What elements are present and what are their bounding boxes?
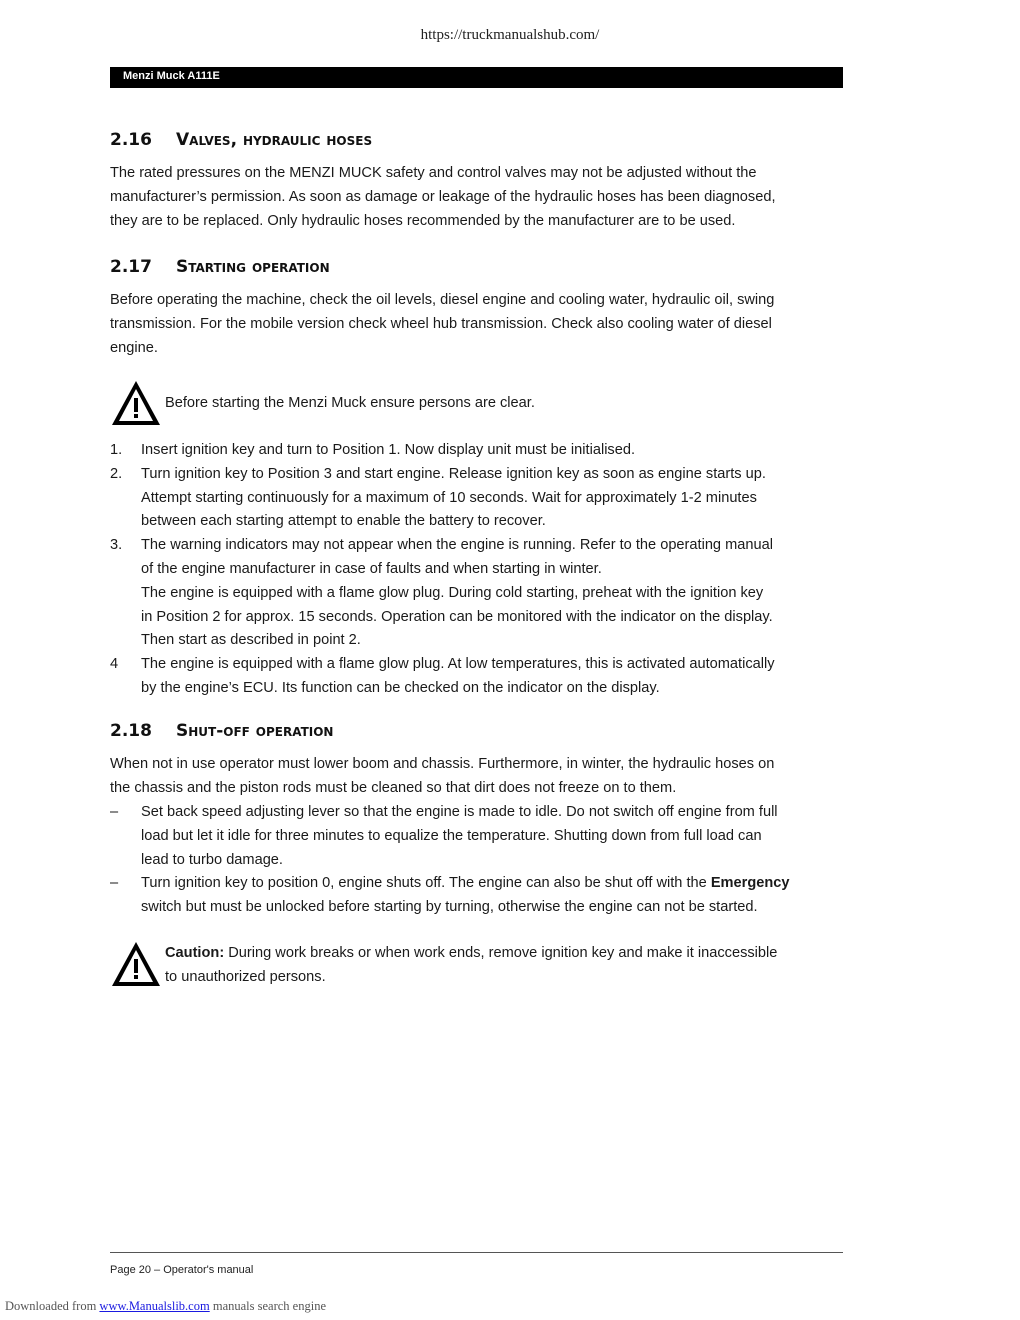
shutoff-bullets-list [110, 801, 845, 920]
list-item: – Set back speed adjusting lever so that the engine is made to idle. Do not switch off engine from full load but let it idle for three minutes to equalize the temperature. Shutting down from full load can lead to turbo damage. [110, 804, 778, 868]
section-title: Starting operation [176, 257, 330, 277]
manualslib-link[interactable]: www.Manualslib.com [99, 1299, 210, 1313]
list-item: 2. Turn ignition key to Position 3 and start engine. Release ignition key as soon as engine starts up. Attempt starting continuously for a maximum of 10 seconds. Wait for approximately 1-2 minutes between each starting attempt to enable the battery to recover. [110, 465, 766, 530]
page-footer: Page 20 – Operator's manual [110, 1264, 254, 1276]
section-heading-2-18 [110, 721, 333, 741]
list-item: – Turn ignition key to position 0, engine shuts off. The engine can also be shut off with the Emergency switch but must be unlocked before starting by turning, otherwise the engine can not be started. [110, 875, 790, 916]
section-number: 2.18 [110, 721, 152, 741]
list-item: 4 The engine is equipped with a flame glow plug. At low temperatures, this is activated automatically by the engine’s ECU. Its function can be checked on the indicator on the display. [110, 656, 775, 696]
section-heading-2-17 [110, 257, 330, 277]
section-title: Valves, hydraulic hoses [176, 130, 373, 150]
caution-label: Caution: [165, 945, 225, 961]
caution-triangle-icon [110, 940, 162, 988]
header-bar [110, 67, 843, 88]
source-url: https://truckmanualshub.com/ [420, 27, 600, 43]
section-2-16-paragraph: The rated pressures on the MENZI MUCK safety and control valves may not be adjusted without the manufacturer’s permission. As soon as damage or leakage of the hydraulic hoses has been diagnosed, they are to be replaced. Only hydraulic hoses recommended by the manufacturer are to be used. [110, 165, 776, 229]
emergency-switch-label: Emergency [710, 875, 790, 892]
section-title: Shut-off operation [176, 721, 334, 741]
starting-steps-list [110, 439, 845, 701]
warning-text: Before starting the Menzi Muck ensure persons are clear. [165, 395, 535, 411]
section-2-17-paragraph: Before operating the machine, check the oil levels, diesel engine and cooling water, hydraulic oil, swing transmission. For the mobile version check wheel hub transmission. Check also cooling water of diesel engine. [110, 292, 775, 356]
section-2-18-paragraph: When not in use operator must lower boom and chassis. Furthermore, in winter, the hydraulic hoses on the chassis and the piston rods must be cleaned so that dirt does not freeze on to them. [110, 756, 775, 796]
warning-triangle-icon [110, 379, 162, 427]
caution-text: Caution: During work breaks or when work ends, remove ignition key and make it inaccessible to unauthorized persons. [165, 945, 778, 985]
header-title: Menzi Muck A111E [123, 70, 220, 82]
list-item: 1. Insert ignition key and turn to Position 1. Now display unit must be initialised. [110, 442, 636, 458]
section-number: 2.17 [110, 257, 152, 277]
footer-rule [110, 1252, 843, 1253]
section-number: 2.16 [110, 130, 152, 150]
download-note: Downloaded from www.Manualslib.com manuals search engine [5, 1299, 326, 1313]
list-item: 3. The warning indicators may not appear when the engine is running. Refer to the operating manual of the engine manufacturer in case of faults and when starting in winter. The engine is equipped with a flame glow plug. During cold starting, preheat with the ignition key in Position 2 for approx. 15 seconds. Operation can be monitored with the indicator on the display. Then start as described in point 2. [110, 537, 773, 649]
section-heading-2-16 [110, 130, 372, 150]
